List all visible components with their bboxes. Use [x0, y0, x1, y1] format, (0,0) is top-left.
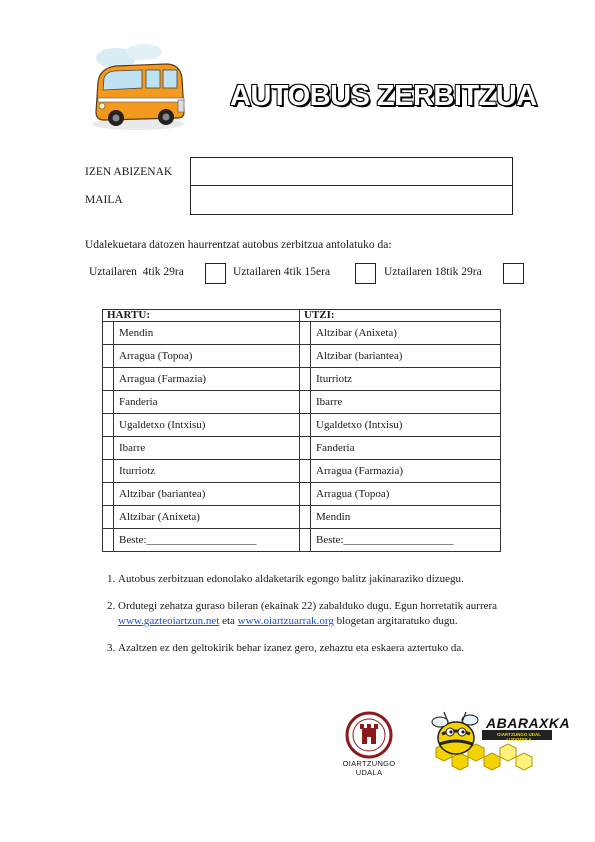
association-name: ABARAXKA [486, 715, 571, 731]
dropoff-stop: Mendin [311, 506, 501, 529]
dropoff-stop: Fanderia [311, 437, 501, 460]
option-label-2: Uztailaren 4tik 15era [233, 266, 331, 278]
pickup-select-cell[interactable] [103, 506, 114, 529]
dropoff-stop: Ugaldetxo (Intxisu) [311, 414, 501, 437]
table-row [103, 368, 501, 391]
municipality-logo [338, 710, 400, 786]
municipality-name-line2: UDALA [355, 768, 383, 777]
note-item: 2. Ordutegi zehatza guraso bileran (ekainak 22) zabalduko dugu. Egun horretatik aurrera www.gazteoiartzun.net eta www.oiartzuarrak.org blogetan argitaratuko dugu. [118, 599, 533, 629]
dropoff-select-cell[interactable] [300, 437, 311, 460]
name-label: IZEN ABIZENAK [85, 166, 173, 178]
page-title: AUTOBUS ZERBITZUA [230, 80, 537, 112]
option-label-3: Uztailaren 18tik 29ra [384, 266, 482, 278]
municipality-name-line1: OIARTZUNGO [342, 759, 396, 768]
dropoff-select-cell[interactable] [300, 460, 311, 483]
pickup-select-cell[interactable] [103, 391, 114, 414]
bus-illustration [86, 42, 190, 132]
level-field[interactable] [190, 185, 513, 215]
name-field[interactable] [190, 157, 513, 186]
pickup-stop: Ugaldetxo (Intxisu) [114, 414, 300, 437]
dropoff-select-cell[interactable] [300, 391, 311, 414]
option-checkbox-1[interactable] [205, 263, 226, 284]
association-tagline: OIARTZUNGO UDAL LUDOTEKA [497, 732, 541, 742]
option-label-1: Uztailaren 4tik 29ra [89, 266, 184, 278]
pickup-stop: Ibarre [114, 437, 300, 460]
pickup-stop: Arragua (Topoa) [114, 345, 300, 368]
notes-list [98, 572, 533, 668]
table-row [103, 483, 501, 506]
dropoff-other[interactable]: Beste:____________________ [311, 529, 501, 552]
dropoff-select-cell[interactable] [300, 368, 311, 391]
pickup-stop: Arragua (Farmazia) [114, 368, 300, 391]
pickup-select-cell[interactable] [103, 345, 114, 368]
municipality-seal-icon [338, 710, 400, 760]
pickup-stop: Fanderia [114, 391, 300, 414]
level-label: MAILA [85, 194, 123, 206]
table-row [103, 345, 501, 368]
dropoff-header: UTZI: [300, 310, 501, 322]
pickup-stop: Altzibar (bariantea) [114, 483, 300, 506]
pickup-select-cell[interactable] [103, 368, 114, 391]
note-item: 3. Azaltzen ez den geltokirik behar izanez gero, zehaztu eta eskaera aztertuko da. [118, 641, 533, 656]
pickup-header: HARTU: [103, 310, 300, 322]
table-row [103, 460, 501, 483]
gazteoiartzun-link[interactable]: www.gazteoiartzun.net [118, 615, 220, 627]
dropoff-select-cell[interactable] [300, 345, 311, 368]
pickup-select-cell[interactable] [103, 414, 114, 437]
pickup-stop: Altzibar (Anixeta) [114, 506, 300, 529]
dropoff-select-cell[interactable] [300, 506, 311, 529]
table-header-row [103, 310, 501, 322]
dropoff-stop: Arragua (Topoa) [311, 483, 501, 506]
table-row [103, 322, 501, 345]
dropoff-select-cell[interactable] [300, 322, 311, 345]
option-checkbox-2[interactable] [355, 263, 376, 284]
dropoff-select-cell[interactable] [300, 529, 311, 552]
dropoff-stop: Ibarre [311, 391, 501, 414]
stops-table [102, 309, 501, 552]
table-row [103, 506, 501, 529]
pickup-select-cell[interactable] [103, 437, 114, 460]
dropoff-stop: Altzibar (bariantea) [311, 345, 501, 368]
association-logo [426, 708, 571, 776]
pickup-stop: Iturriotz [114, 460, 300, 483]
pickup-stop: Mendin [114, 322, 300, 345]
dropoff-select-cell[interactable] [300, 414, 311, 437]
pickup-select-cell[interactable] [103, 322, 114, 345]
pickup-select-cell[interactable] [103, 529, 114, 552]
table-row [103, 391, 501, 414]
table-row [103, 414, 501, 437]
dropoff-stop: Altzibar (Anixeta) [311, 322, 501, 345]
dropoff-select-cell[interactable] [300, 483, 311, 506]
pickup-select-cell[interactable] [103, 483, 114, 506]
dropoff-stop: Arragua (Farmazia) [311, 460, 501, 483]
oiartzuarrak-link[interactable]: www.oiartzuarrak.org [237, 615, 334, 627]
table-row [103, 529, 501, 552]
note-item: 1. Autobus zerbitzuan edonolako aldaketarik egongo balitz jakinaraziko dizuegu. [118, 572, 533, 587]
option-checkbox-3[interactable] [503, 263, 524, 284]
table-row [103, 437, 501, 460]
pickup-select-cell[interactable] [103, 460, 114, 483]
dropoff-stop: Iturriotz [311, 368, 501, 391]
pickup-other[interactable]: Beste:____________________ [114, 529, 300, 552]
intro-text: Udalekuetara datozen haurrentzat autobus zerbitzua antolatuko da: [85, 239, 392, 251]
